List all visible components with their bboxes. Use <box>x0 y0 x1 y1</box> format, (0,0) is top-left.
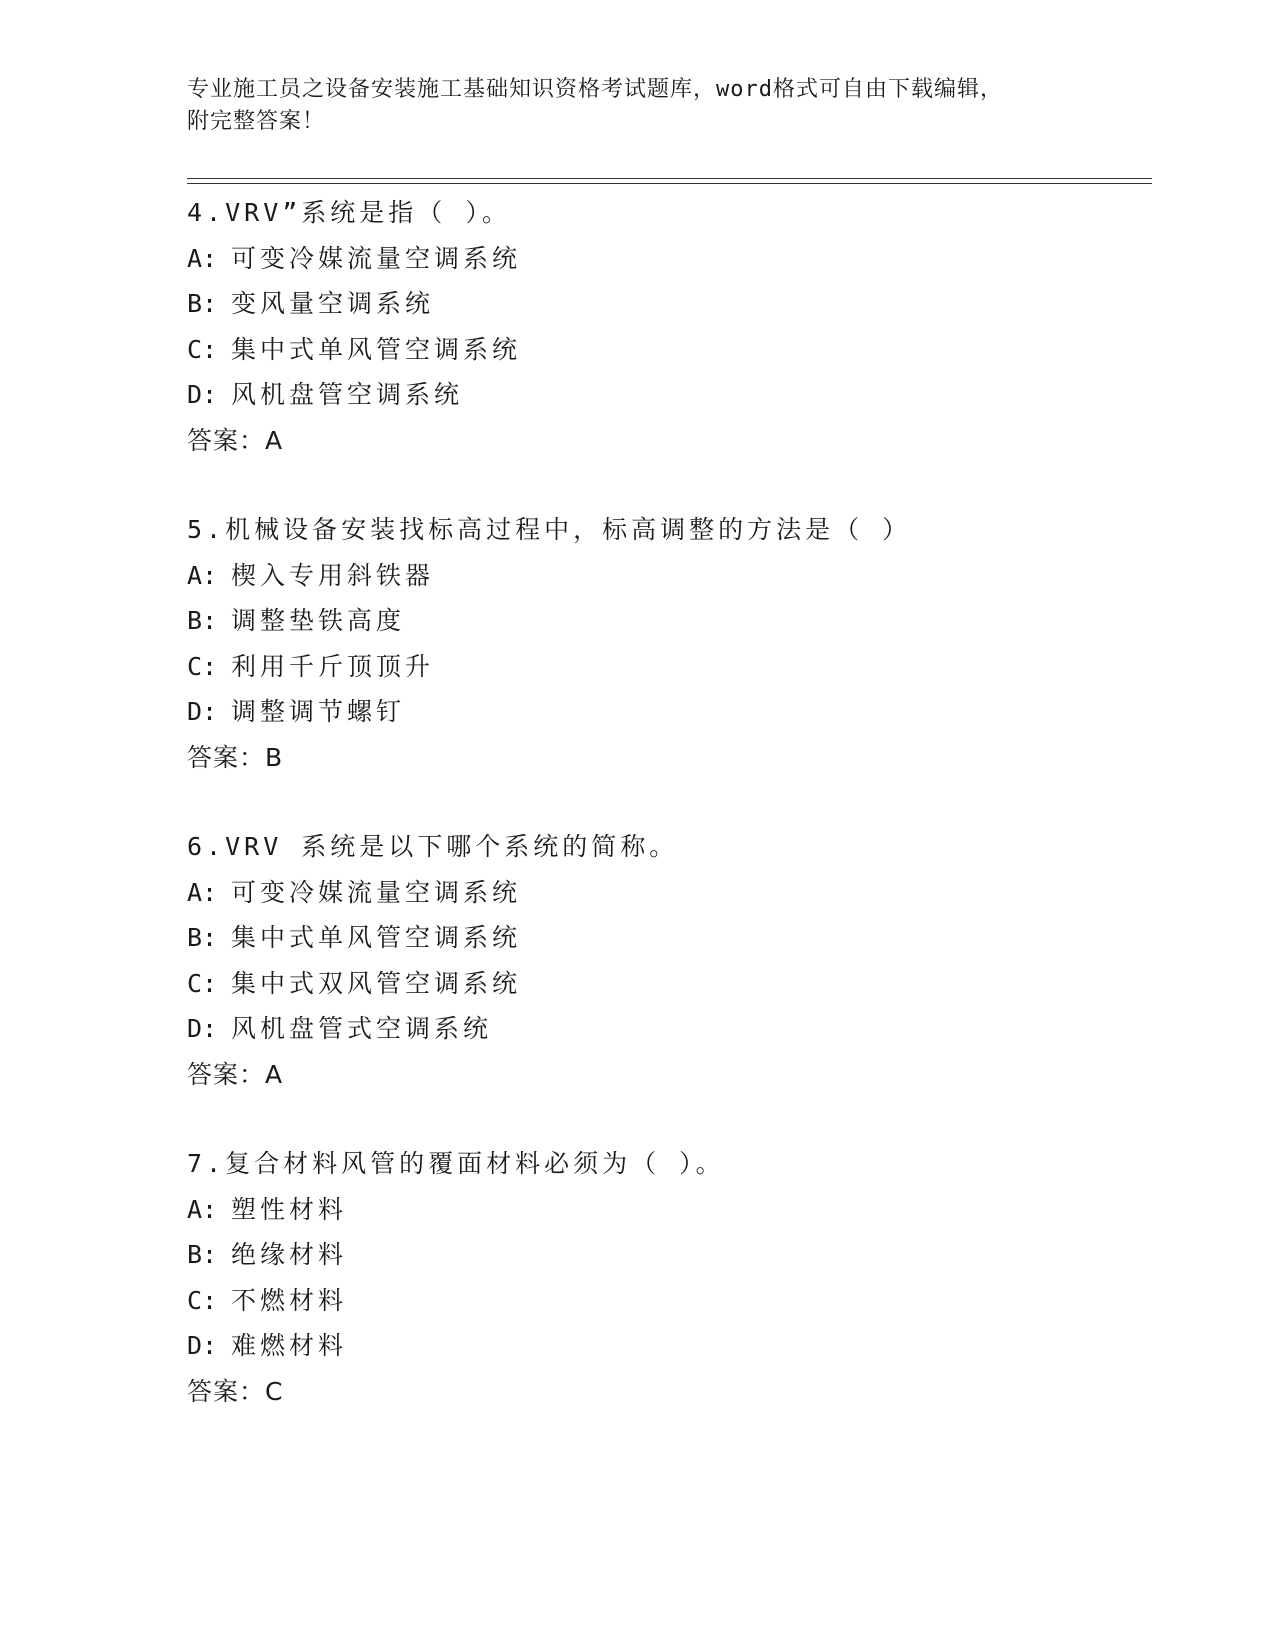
answer-line <box>187 1369 1147 1415</box>
document-header <box>187 74 1067 138</box>
header-divider-bottom <box>187 183 1152 184</box>
option-text: 楔入专用斜铁器 <box>231 560 435 590</box>
option-key: C: <box>187 334 218 364</box>
option-a <box>187 870 1147 916</box>
option-c <box>187 1278 1147 1324</box>
question-text: 6.VRV 系统是以下哪个系统的简称。 <box>187 832 679 861</box>
option-a <box>187 236 1147 282</box>
answer-value: C <box>265 1376 284 1406</box>
answer-line <box>187 735 1147 781</box>
option-text: 风机盘管空调系统 <box>231 380 464 409</box>
option-b <box>187 598 1147 644</box>
option-c <box>187 327 1147 373</box>
option-key: A: <box>187 877 218 907</box>
option-d <box>187 1006 1147 1052</box>
option-b <box>187 281 1147 327</box>
option-text: 集中式单风管空调系统 <box>231 923 522 952</box>
option-text: 可变冷媒流量空调系统 <box>231 877 522 907</box>
answer-line <box>187 1052 1147 1098</box>
option-text: 可变冷媒流量空调系统 <box>231 243 522 273</box>
question-4 <box>187 190 1147 463</box>
option-text: 调整调节螺钉 <box>231 697 406 726</box>
option-d <box>187 1323 1147 1369</box>
question-text: 5.机械设备安装找标高过程中，标高调整的方法是（ ） <box>187 515 912 544</box>
option-b <box>187 1232 1147 1278</box>
answer-label: 答案： <box>187 425 266 455</box>
header-line-1: 专业施工员之设备安装施工基础知识资格考试题库，word格式可自由下载编辑， <box>187 77 1003 102</box>
option-key: D: <box>187 1331 218 1360</box>
option-key: D: <box>187 380 218 409</box>
question-6 <box>187 824 1147 1097</box>
question-text: 4.VRV”系统是指（ ）。 <box>187 198 511 227</box>
option-key: A: <box>187 243 218 273</box>
option-key: B: <box>187 1240 218 1269</box>
option-key: C: <box>187 651 218 681</box>
option-key: D: <box>187 697 218 726</box>
answer-value: A <box>265 425 284 455</box>
answer-label: 答案： <box>187 1059 266 1089</box>
question-5 <box>187 507 1147 780</box>
option-text: 变风量空调系统 <box>231 289 435 318</box>
option-key: A: <box>187 560 218 590</box>
option-c <box>187 961 1147 1007</box>
question-7 <box>187 1141 1147 1414</box>
option-text: 塑性材料 <box>231 1194 348 1224</box>
option-key: B: <box>187 923 218 952</box>
option-d <box>187 372 1147 418</box>
option-a <box>187 1187 1147 1233</box>
header-line-2: 附完整答案！ <box>187 109 326 134</box>
option-key: B: <box>187 289 218 318</box>
option-text: 风机盘管式空调系统 <box>231 1014 493 1043</box>
answer-label: 答案： <box>187 1376 266 1406</box>
answer-line <box>187 418 1147 464</box>
option-key: B: <box>187 606 218 635</box>
option-key: D: <box>187 1014 218 1043</box>
header-divider-top <box>187 178 1152 179</box>
answer-label: 答案： <box>187 742 266 772</box>
option-d <box>187 689 1147 735</box>
option-key: C: <box>187 1285 218 1315</box>
option-a <box>187 553 1147 599</box>
option-c <box>187 644 1147 690</box>
option-text: 不燃材料 <box>231 1285 348 1315</box>
option-key: A: <box>187 1194 218 1224</box>
option-key: C: <box>187 968 218 998</box>
option-text: 难燃材料 <box>231 1331 348 1360</box>
option-text: 集中式双风管空调系统 <box>231 968 522 998</box>
question-text: 7.复合材料风管的覆面材料必须为（ ）。 <box>187 1149 725 1178</box>
option-text: 利用千斤顶顶升 <box>231 651 435 681</box>
option-text: 绝缘材料 <box>231 1240 348 1269</box>
question-list <box>187 190 1147 1458</box>
option-b <box>187 915 1147 961</box>
option-text: 调整垫铁高度 <box>231 606 406 635</box>
answer-value: B <box>265 742 284 772</box>
answer-value: A <box>265 1059 284 1089</box>
option-text: 集中式单风管空调系统 <box>231 334 522 364</box>
